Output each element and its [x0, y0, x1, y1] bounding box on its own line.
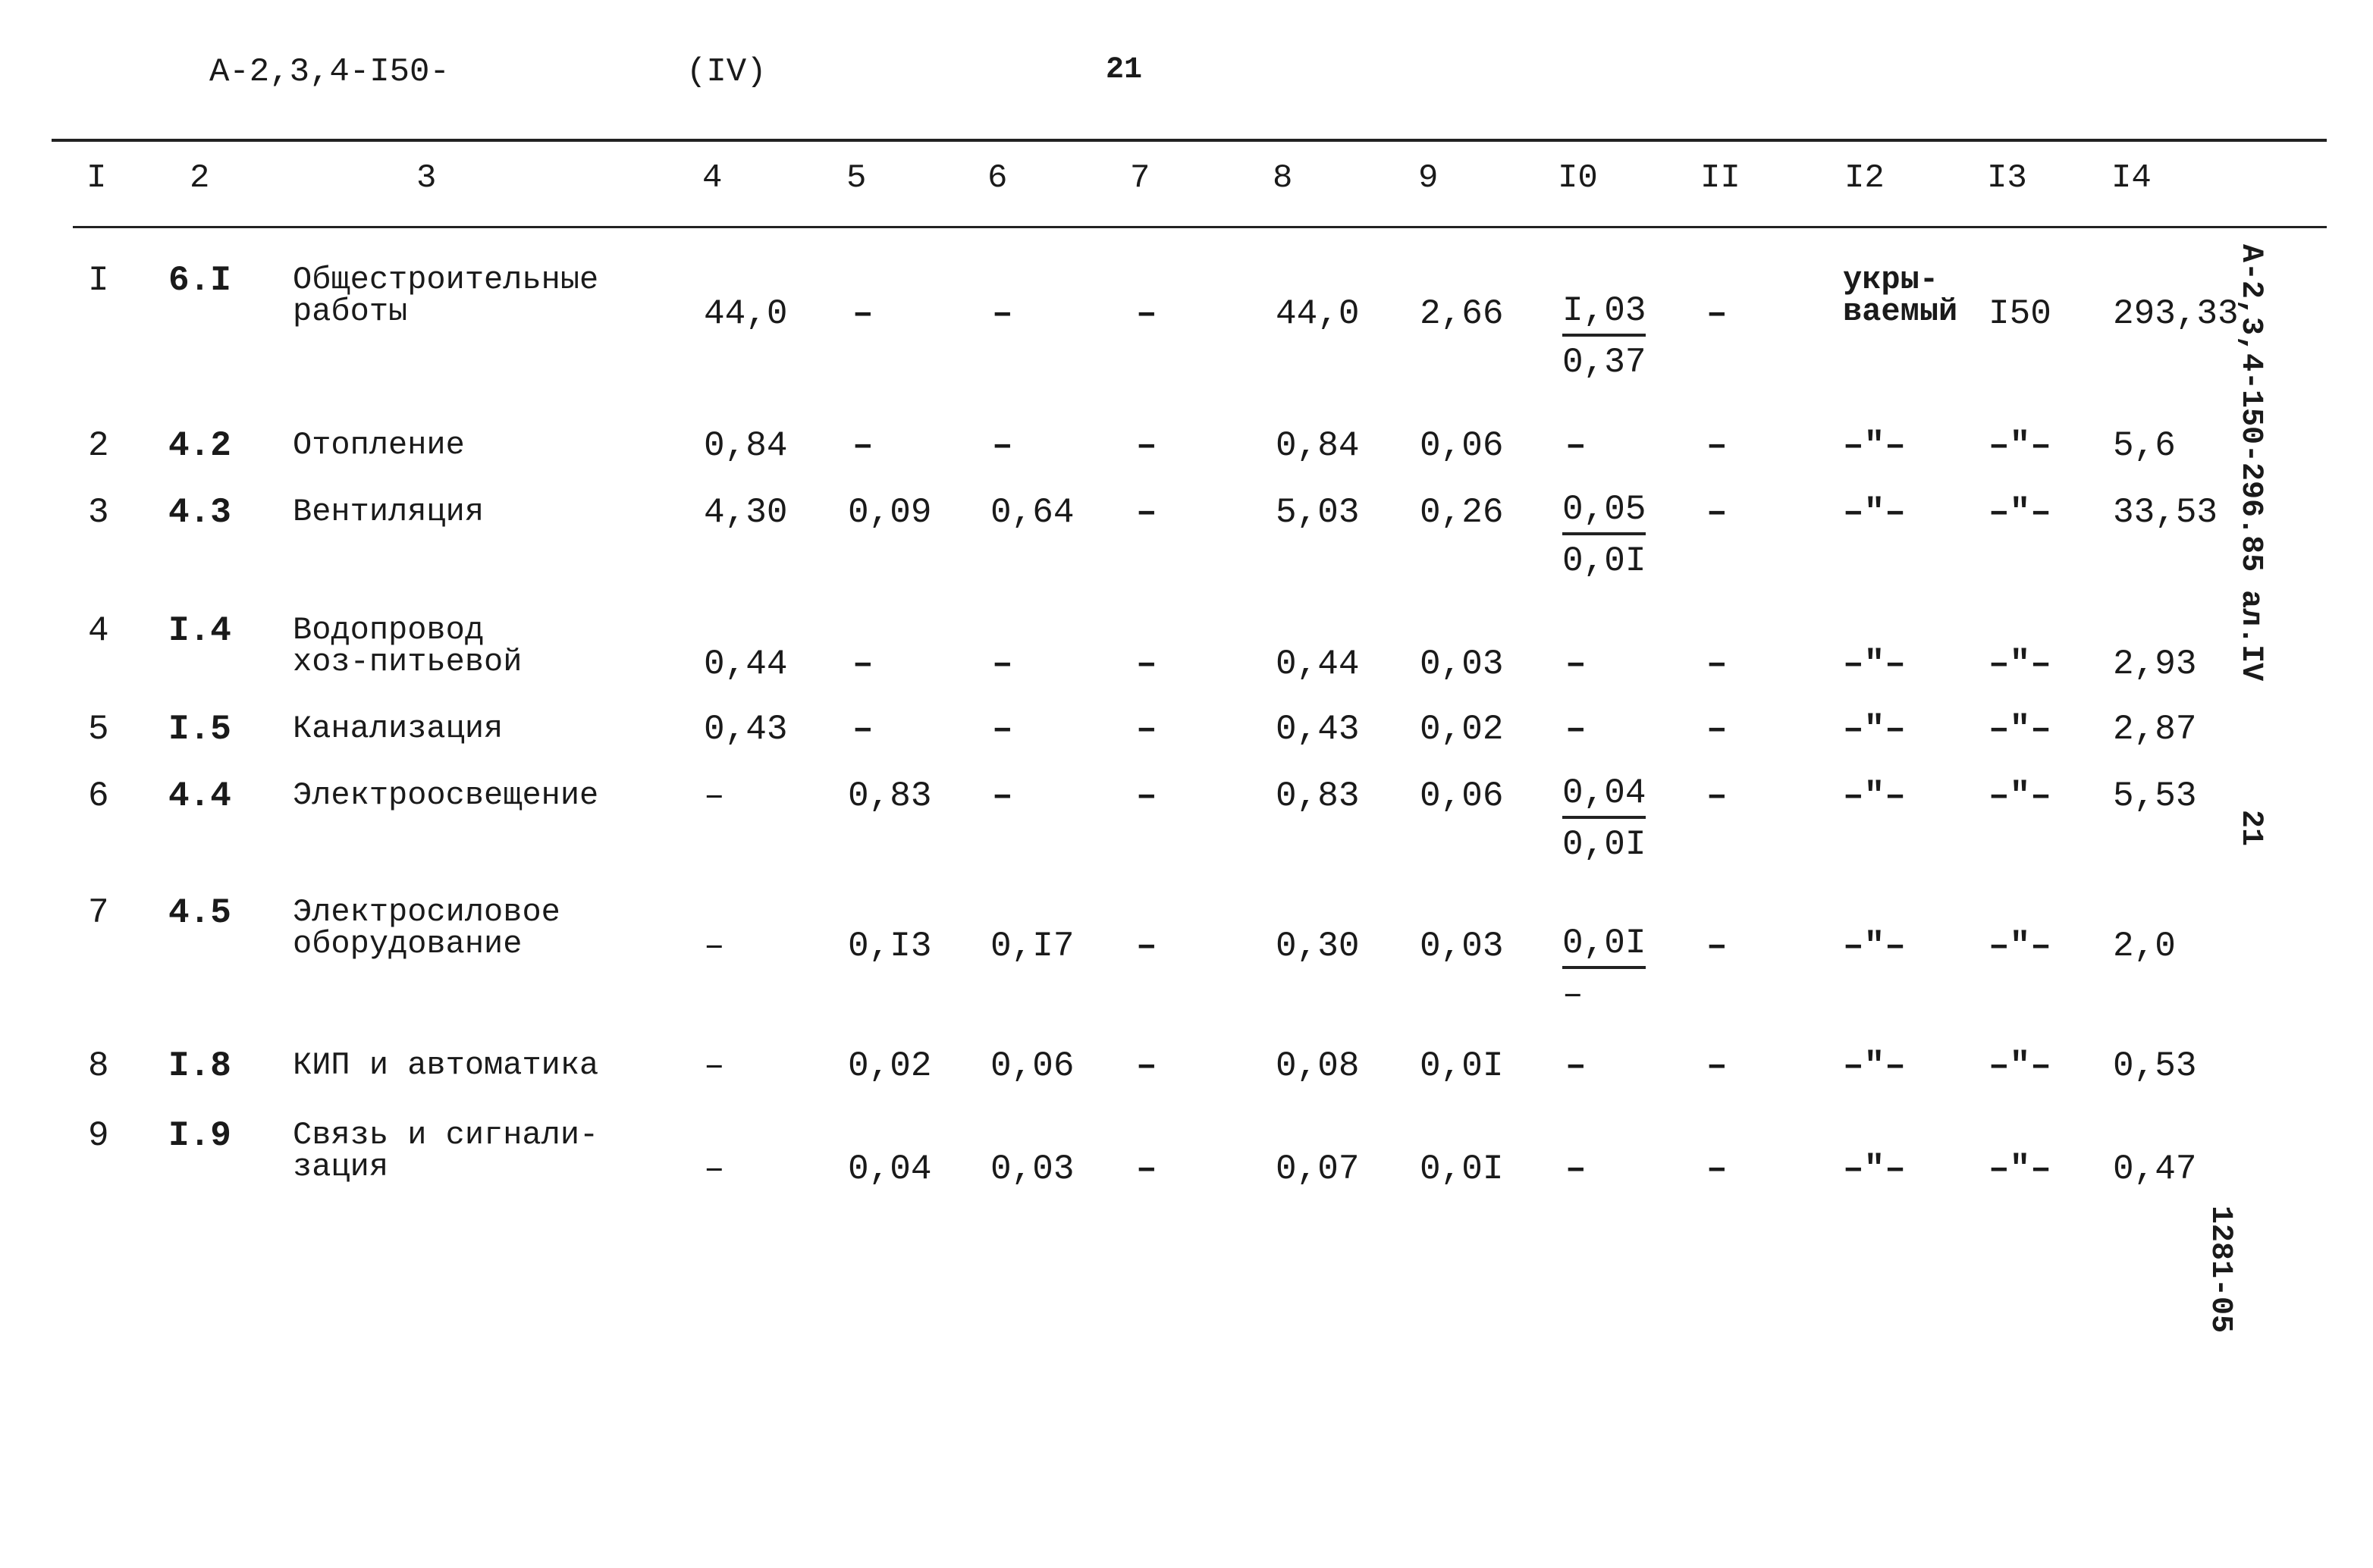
cell-c14: 5,53 — [2113, 776, 2197, 816]
cell-c7: – — [1136, 710, 1157, 749]
cell-n: 7 — [88, 893, 109, 933]
cell-c5: – — [852, 426, 874, 466]
cell-c7: – — [1136, 493, 1157, 532]
cell-c14: 2,0 — [2113, 927, 2176, 966]
cell-c4: – — [704, 1149, 725, 1189]
cell-c11: – — [1706, 644, 1728, 684]
cell-c13: I50 — [1988, 294, 2051, 334]
cell-c11: – — [1706, 1149, 1728, 1189]
cell-c12: –"– — [1843, 776, 1906, 816]
cell-c14: 5,6 — [2113, 426, 2176, 466]
cell-c7: – — [1136, 776, 1157, 816]
cell-c14: 2,93 — [2113, 644, 2197, 684]
cell-name: Электроосвещение — [293, 777, 599, 814]
cell-name: Водопровод хоз-питьевой — [293, 612, 523, 680]
cell-code: I.8 — [168, 1046, 231, 1086]
table-row — [0, 490, 2373, 581]
cell-c5: 0,09 — [848, 493, 932, 532]
cell-c10: – — [1565, 644, 1587, 684]
header-rule — [73, 226, 2327, 228]
cell-c4: – — [704, 776, 725, 816]
side-page-vertical: 21 — [2233, 810, 2268, 847]
cell-c7: – — [1136, 294, 1157, 334]
cell-name: КИП и автоматика — [293, 1047, 599, 1083]
cell-n: 9 — [88, 1116, 109, 1156]
cell-code: I.5 — [168, 710, 231, 749]
column-number: 6 — [987, 159, 1008, 197]
cell-c6: 0,06 — [990, 1046, 1075, 1086]
cell-n: I — [88, 261, 109, 300]
cell-c4: – — [704, 1046, 725, 1086]
cell-c5: – — [852, 644, 874, 684]
cell-code: 4.2 — [168, 426, 231, 466]
cell-c7: – — [1136, 426, 1157, 466]
cell-c8: 0,08 — [1276, 1046, 1360, 1086]
cell-name: Общестроительные работы — [293, 262, 599, 330]
cell-code: 4.3 — [168, 493, 231, 532]
cell-c4: 0,43 — [704, 710, 788, 749]
cell-c5: – — [852, 294, 874, 334]
cell-c13: –"– — [1988, 1149, 2051, 1189]
cell-c8: 0,30 — [1276, 927, 1360, 966]
cell-n: 6 — [88, 776, 109, 816]
cell-c10: – — [1565, 1149, 1587, 1189]
table-row — [0, 611, 2373, 684]
cell-n: 2 — [88, 426, 109, 466]
cell-c12: укры- ваемый — [1843, 262, 1958, 330]
cell-c9: 0,06 — [1420, 776, 1504, 816]
cell-c13: –"– — [1988, 710, 2051, 749]
cell-c11: – — [1706, 294, 1728, 334]
cell-c9: 0,02 — [1420, 710, 1504, 749]
cell-c13: –"– — [1988, 1046, 2051, 1086]
cell-c5: 0,04 — [848, 1149, 932, 1189]
cell-c14: 0,53 — [2113, 1046, 2197, 1086]
column-number: 9 — [1418, 159, 1439, 197]
cell-c7: – — [1136, 644, 1157, 684]
cell-c13: –"– — [1988, 493, 2051, 532]
cell-c10-fraction — [1562, 924, 1646, 1014]
cell-c14: 0,47 — [2113, 1149, 2197, 1189]
cell-c9: 0,03 — [1420, 644, 1504, 684]
cell-c11: – — [1706, 493, 1728, 532]
cell-c12: –"– — [1843, 1046, 1906, 1086]
header-page-number: 21 — [1106, 53, 1143, 87]
cell-c6: – — [992, 644, 1013, 684]
cell-c11: – — [1706, 1046, 1728, 1086]
cell-name: Отопление — [293, 427, 465, 463]
cell-c8: 44,0 — [1276, 294, 1360, 334]
cell-code: 4.5 — [168, 893, 231, 933]
cell-n: 4 — [88, 611, 109, 651]
cell-c9: 0,0I — [1420, 1046, 1504, 1086]
cell-c12: –"– — [1843, 1149, 1906, 1189]
table-row — [0, 261, 2373, 382]
cell-n: 8 — [88, 1046, 109, 1086]
cell-c11: – — [1706, 776, 1728, 816]
cell-c8: 0,07 — [1276, 1149, 1360, 1189]
cell-c5: – — [852, 710, 874, 749]
fraction-numerator: 0,04 — [1562, 776, 1646, 819]
cell-c6: 0,I7 — [990, 927, 1075, 966]
cell-c4: – — [704, 927, 725, 966]
table-row — [0, 1116, 2373, 1189]
cell-c12: –"– — [1843, 426, 1906, 466]
cell-c12: –"– — [1843, 710, 1906, 749]
cell-c9: 0,06 — [1420, 426, 1504, 466]
table-row — [0, 893, 2373, 1014]
fraction-numerator: 0,0I — [1562, 927, 1646, 969]
cell-c6: 0,64 — [990, 493, 1075, 532]
cell-name: Вентиляция — [293, 494, 485, 530]
fraction-numerator: 0,05 — [1562, 493, 1646, 535]
cell-c12: –"– — [1843, 493, 1906, 532]
column-number: I0 — [1558, 159, 1598, 197]
cell-c9: 2,66 — [1420, 294, 1504, 334]
cell-c10: – — [1565, 1046, 1587, 1086]
cell-c8: 0,43 — [1276, 710, 1360, 749]
cell-c10: – — [1565, 710, 1587, 749]
table-row — [0, 1046, 2373, 1086]
cell-c12: –"– — [1843, 644, 1906, 684]
cell-c11: – — [1706, 710, 1728, 749]
cell-c10-fraction — [1562, 490, 1646, 581]
column-number: I3 — [1987, 159, 2027, 197]
cell-c8: 0,83 — [1276, 776, 1360, 816]
cell-c13: –"– — [1988, 644, 2051, 684]
cell-c6: – — [992, 426, 1013, 466]
cell-c13: –"– — [1988, 426, 2051, 466]
cell-code: I.9 — [168, 1116, 231, 1156]
cell-c13: –"– — [1988, 927, 2051, 966]
side-number-vertical: 1281-05 — [2203, 1206, 2237, 1334]
cell-c14: 33,53 — [2113, 493, 2218, 532]
cell-c5: 0,I3 — [848, 927, 932, 966]
cell-code: 4.4 — [168, 776, 231, 816]
cell-c8: 0,44 — [1276, 644, 1360, 684]
fraction-denominator: 0,0I — [1562, 825, 1646, 864]
cell-c14: 293,33 — [2113, 294, 2239, 334]
column-number: 3 — [416, 159, 437, 197]
cell-c6: – — [992, 710, 1013, 749]
cell-c10-fraction — [1562, 773, 1646, 864]
cell-c8: 0,84 — [1276, 426, 1360, 466]
cell-name: Канализация — [293, 710, 504, 747]
cell-name: Электросиловое оборудование — [293, 894, 560, 962]
top-rule — [52, 139, 2327, 142]
column-number: 4 — [702, 159, 723, 197]
fraction-denominator: 0,0I — [1562, 541, 1646, 581]
fraction-numerator: I,03 — [1562, 294, 1646, 337]
fraction-denominator: 0,37 — [1562, 343, 1646, 382]
header-volume: (IV) — [686, 53, 767, 91]
cell-c6: – — [992, 294, 1013, 334]
column-number: 8 — [1273, 159, 1293, 197]
cell-c9: 0,03 — [1420, 927, 1504, 966]
cell-c6: 0,03 — [990, 1149, 1075, 1189]
cell-name: Связь и сигнали- зация — [293, 1117, 599, 1185]
cell-c8: 5,03 — [1276, 493, 1360, 532]
cell-code: 6.I — [168, 261, 231, 300]
fraction-denominator: – — [1562, 975, 1584, 1014]
cell-c9: 0,0I — [1420, 1149, 1504, 1189]
cell-n: 3 — [88, 493, 109, 532]
cell-c7: – — [1136, 927, 1157, 966]
cell-c5: 0,83 — [848, 776, 932, 816]
side-code-vertical: А-2,3,4-150-296.85 ал.IV — [2233, 244, 2268, 682]
cell-c14: 2,87 — [2113, 710, 2197, 749]
cell-c4: 0,84 — [704, 426, 788, 466]
column-number: 7 — [1130, 159, 1150, 197]
cell-c13: –"– — [1988, 776, 2051, 816]
cell-c4: 44,0 — [704, 294, 788, 334]
cell-n: 5 — [88, 710, 109, 749]
column-number: I2 — [1844, 159, 1885, 197]
cell-c9: 0,26 — [1420, 493, 1504, 532]
cell-c12: –"– — [1843, 927, 1906, 966]
header-code: А-2,3,4-I50- — [209, 53, 450, 91]
column-number: I4 — [2111, 159, 2152, 197]
column-number: I — [86, 159, 107, 197]
table-row — [0, 426, 2373, 466]
table-row — [0, 710, 2373, 749]
column-number: 5 — [846, 159, 867, 197]
cell-c6: – — [992, 776, 1013, 816]
cell-code: I.4 — [168, 611, 231, 651]
column-number: 2 — [190, 159, 210, 197]
cell-c11: – — [1706, 927, 1728, 966]
cell-c5: 0,02 — [848, 1046, 932, 1086]
cell-c10-fraction — [1562, 291, 1646, 382]
column-number: II — [1700, 159, 1741, 197]
cell-c4: 0,44 — [704, 644, 788, 684]
cell-c4: 4,30 — [704, 493, 788, 532]
cell-c11: – — [1706, 426, 1728, 466]
cell-c7: – — [1136, 1046, 1157, 1086]
cell-c7: – — [1136, 1149, 1157, 1189]
cell-c10: – — [1565, 426, 1587, 466]
